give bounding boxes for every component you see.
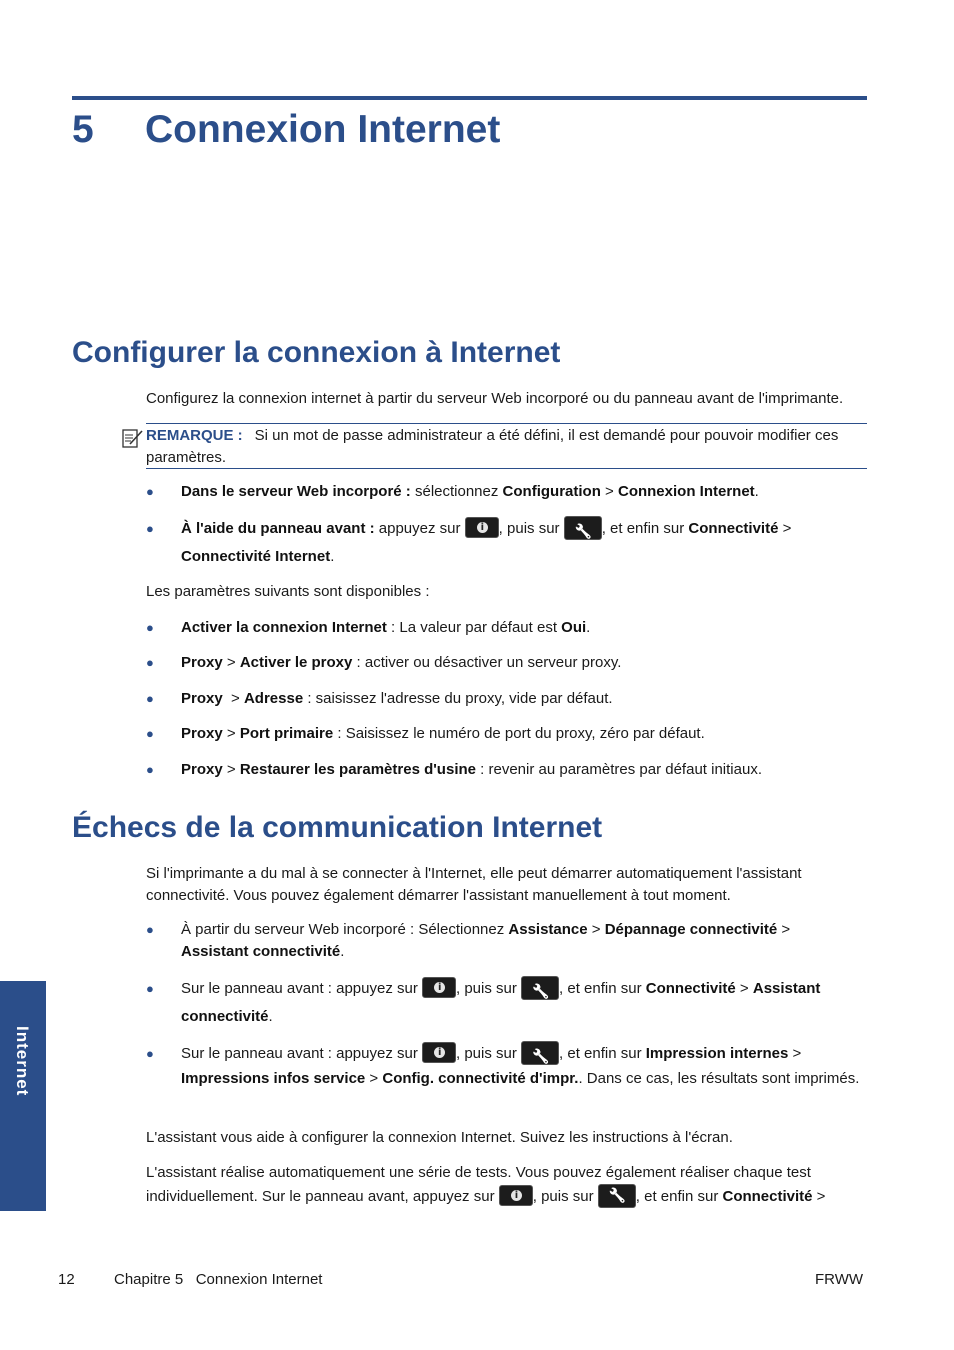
section-title-configure: Configurer la connexion à Internet	[72, 336, 561, 369]
text: L'assistant réalise automatiquement une série de tests. Vous pouvez également réaliser chaque test individuellement. Sur le panneau avant, appuyez sur	[146, 1164, 811, 1205]
section2-para2	[146, 1162, 846, 1208]
text: À partir du serveur Web incorporé : Sélectionnez	[181, 921, 509, 938]
text: >	[777, 921, 791, 938]
side-tab-label: Internet	[13, 1026, 32, 1097]
text: >	[222, 761, 240, 778]
bold-text: Dépannage connectivité	[604, 921, 778, 938]
text: >	[365, 1070, 383, 1087]
text: >	[587, 921, 605, 938]
bold-text: Assistance	[508, 921, 588, 938]
text: >	[222, 690, 244, 707]
text: , puis sur	[456, 980, 522, 997]
bold-text: Activer le proxy	[239, 654, 353, 671]
bullet-icon: ●	[146, 1046, 154, 1061]
bold-text: Proxy	[181, 761, 223, 778]
wrench-icon	[598, 1184, 636, 1208]
bold-text: Proxy	[181, 690, 223, 707]
bullet-icon: ●	[146, 726, 154, 741]
info-icon	[422, 977, 456, 998]
bullet-icon: ●	[146, 981, 154, 996]
section1-intro: Configurez la connexion internet à partir du serveur Web incorporé ou du panneau avant de l'imprimante.	[146, 390, 844, 407]
text: : La valeur par défaut est	[386, 619, 562, 636]
text: , puis sur	[456, 1045, 522, 1062]
section2-para1: L'assistant vous aide à configurer la connexion Internet. Suivez les instructions à l'écran.	[146, 1129, 733, 1146]
bold-text: Connectivité Internet	[181, 548, 331, 565]
text: >	[222, 654, 240, 671]
footer-right: FRWW	[815, 1271, 864, 1288]
bullet-icon: ●	[146, 762, 154, 777]
bold-text: Impressions infos service	[181, 1070, 366, 1087]
bold-text: Connectivité	[645, 980, 736, 997]
text: >	[735, 980, 753, 997]
text: sélectionnez	[410, 483, 503, 500]
chapter-heading	[72, 108, 500, 152]
info-icon	[499, 1185, 533, 1206]
bold-text: Adresse	[243, 690, 304, 707]
text: >	[222, 725, 240, 742]
text: >	[788, 1045, 802, 1062]
info-icon	[465, 517, 499, 538]
bullet-icon: ●	[146, 484, 154, 499]
bullet-icon: ●	[146, 922, 154, 937]
text: : activer ou désactiver un serveur proxy.	[352, 654, 622, 671]
text: Sur le panneau avant : appuyez sur	[181, 1045, 422, 1062]
bold-text: Connectivité	[722, 1187, 813, 1205]
chapter-rule	[72, 96, 867, 100]
bold-text: Connectivité	[688, 520, 779, 537]
text: appuyez sur	[374, 520, 465, 537]
text: , puis sur	[498, 520, 564, 537]
text: Sur le panneau avant : appuyez sur	[181, 980, 422, 997]
chapter-number: 5	[72, 108, 94, 151]
bold-text: connectivité	[181, 1008, 269, 1025]
page-number: 12	[58, 1271, 75, 1288]
chapter-title: Connexion Internet	[145, 108, 501, 151]
text: .	[586, 619, 591, 636]
section2-intro: Si l'imprimante a du mal à se connecter à l'Internet, elle peut démarrer automatiquement l'assistant connectivité. Vous pouvez également démarrer l'assistant manuellement à tout moment.	[146, 865, 802, 904]
text: : revenir au paramètres par défaut initiaux.	[476, 761, 762, 778]
bold-text: Impression internes	[645, 1045, 789, 1062]
text: , et enfin sur	[559, 980, 646, 997]
bold-text: À l'aide du panneau avant :	[181, 520, 375, 537]
params-intro: Les paramètres suivants sont disponibles :	[146, 583, 430, 600]
wrench-icon	[521, 976, 559, 1000]
bold-text: Dans le serveur Web incorporé :	[181, 483, 411, 500]
wrench-icon	[521, 1041, 559, 1065]
text: >	[778, 520, 792, 537]
side-tab	[0, 981, 46, 1211]
text: . Dans ce cas, les résultats sont imprimés.	[578, 1070, 860, 1087]
text: : saisissez l'adresse du proxy, vide par défaut.	[303, 690, 613, 707]
text: : Saisissez le numéro de port du proxy, zéro par défaut.	[333, 725, 705, 742]
bullet-icon: ●	[146, 655, 154, 670]
text: >	[600, 483, 618, 500]
text: .	[268, 1008, 273, 1025]
text: , et enfin sur	[635, 1187, 723, 1205]
text: , puis sur	[532, 1187, 598, 1205]
footer-chapter: Chapitre 5 Connexion Internet	[114, 1271, 323, 1288]
bold-text: Config. connectivité d'impr.	[382, 1070, 579, 1087]
wrench-icon	[564, 516, 602, 540]
text: , et enfin sur	[559, 1045, 646, 1062]
note-box	[146, 423, 867, 469]
section-title-failures: Échecs de la communication Internet	[72, 811, 603, 844]
bold-text: Oui	[561, 619, 587, 636]
bold-text: Assistant	[752, 980, 821, 997]
bullet-icon: ●	[146, 521, 154, 536]
bold-text: Configuration	[502, 483, 601, 500]
bullet-icon: ●	[146, 620, 154, 635]
bold-text: Restaurer les paramètres d'usine	[239, 761, 476, 778]
note-label: REMARQUE :	[146, 427, 243, 444]
text: , et enfin sur	[601, 520, 689, 537]
bullet-icon: ●	[146, 691, 154, 706]
note-text: Si un mot de passe administrateur a été défini, il est demandé pour pouvoir modifier ces paramètres.	[146, 427, 839, 466]
text: >	[812, 1187, 826, 1205]
note-icon	[120, 426, 144, 450]
text: .	[754, 483, 759, 500]
info-icon	[422, 1042, 456, 1063]
text: .	[340, 942, 345, 960]
bold-text: Activer la connexion Internet	[181, 619, 387, 636]
bold-text: Proxy	[181, 654, 223, 671]
bold-text: Port primaire	[239, 725, 334, 742]
bold-text: Proxy	[181, 725, 223, 742]
bold-text: Connexion Internet	[617, 483, 755, 500]
text: .	[330, 548, 335, 565]
bold-text: Assistant connectivité	[181, 942, 341, 960]
